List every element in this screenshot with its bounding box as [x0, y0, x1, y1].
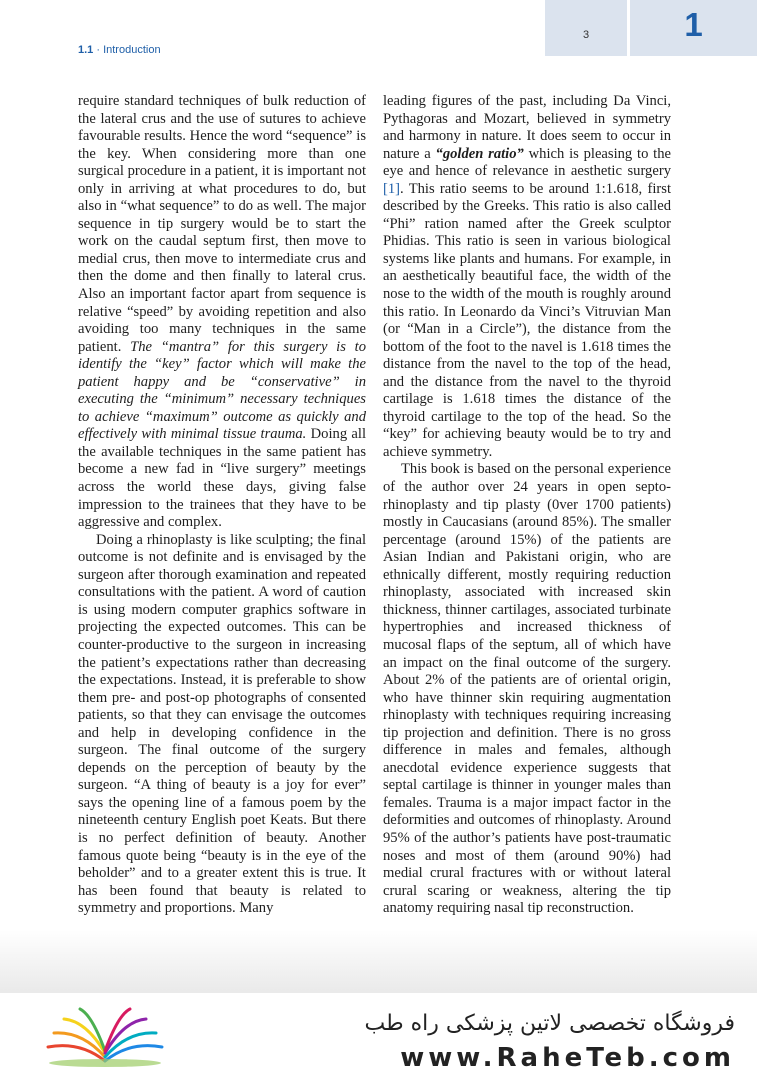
right-p1-text-a: leading figures of the past, including Da Vinci, Pythagoras and Mozart, believed in symmetry and harmony in nature. It does seem to occur in nature a	[383, 93, 671, 162]
section-separator: ·	[93, 44, 104, 56]
page-number-box	[545, 0, 627, 56]
left-column	[78, 93, 366, 918]
shop-url[interactable]: www.RaheTeb.com	[400, 1043, 735, 1073]
chapter-number: 1	[684, 6, 703, 43]
shop-name: فروشگاه تخصصی لاتین پزشکی راه طب	[364, 1011, 735, 1036]
left-p1-text-b: Doing all the available techniques in the same patient has become a new fad in “live surgery” meetings across the world these days, giving false impression to the trainees that they have to be aggressive and complex.	[78, 426, 366, 531]
left-paragraph-2: Doing a rhinoplasty is like sculpting; the final outcome is not definite and is envisaged by the surgeon after thorough examination and repeated consultations with the patient. A word of caution is using modern computer graphics software in projecting the expected outcomes. This can be counter-productive to the surgeon in increasing the patient’s expectations rather than decreasing the expectations. Instead, it is preferable to show them pre- and post-op photographs of consented patients, so that they can envisage the outcomes and help in developing confidence in the surgeon. The final outcome of the surgery depends on the perception of beauty by the surgeon. “A thing of beauty is a joy for ever” says the opening line of a famous poem by the nineteenth century English poet Keats. But there is no perfect definition of beauty. Another famous quote being “beauty is in the eye of the beholder” and to a greater extent this is true. It has been found that beauty is related to symmetry and proportions. Many	[78, 531, 366, 917]
right-p1-text-c: . This ratio seems to be around 1:1.618, first described by the Greeks. This ratio is also called “Phi” ration named after the Greek sculptor Phidias. This ratio is seen in various biological systems like plants and humans. For example, in an aesthetically beautiful face, the width of the nose to the width of the mouth is roughly around this ratio. In Leonardo da Vinci’s Vitruvian Man (or “Man in a Circle”), the distance from the bottom of the foot to the navel is 1.618 times the distance from the navel to the top of the head, and the distance from the navel to the thyroid cartilage is 1.618 times the distance of the thyroid cartilage to the top of the head. So the “key” for achieving beauty would be to try and achieve symmetry.	[383, 180, 671, 460]
right-p1-text-b: which is pleasing to the eye and hence of relevance in aesthetic surgery	[383, 145, 671, 180]
left-p1-text-a: require standard techniques of bulk reduction of the lateral crus and the use of sutures to achieve favourable results. Hence the word “sequence” is the key. When considering more than one surgical procedure in a patient, it is important not only in arriving at what procedures to do, but also in “what sequence” to do as well. The major sequence in tip surgery would be to start the work on the caudal septum first, then move to medial crus, then move to intermediate crus and then the dome and then finally to lateral crus. Also an important factor apart from sequence is relative “speed” by avoiding repetition and also avoiding too many techniques in the same patient.	[78, 93, 366, 355]
left-paragraph-1	[78, 93, 366, 532]
citation-link-1[interactable]: [1]	[383, 180, 401, 197]
right-paragraph-2: This book is based on the personal experience of the author over 24 years in open septo-rhinoplasty and tip plasty (0ver 1700 patients) mostly in Caucasians (around 85%). The smaller percentage (around 15%) of the patients are Asian Indian and Pakistani origin, who are ethnically different, mostly requiring reduction rhinoplasty, associated with increased skin thickness, thinner cartilages, associated turbinate hypertrophies and increased thickness of mucosal flaps of the septum, all of which have an impact on the final outcome of the surgery. About 2% of the patients are of oriental origin, who have thinner skin requiring augmentation rhinoplasty with techniques requiring increasing tip projection and definition. There is no gross difference in males and females, although anecdotal evidence experience suggests that septal cartilage is thinner in younger males than females. Trauma is a major impact factor in the deformities and outcomes of rhinoplasty. Around 95% of the author’s patients have post-traumatic noses and most of them (around 90%) had medial crural fractures with or without lateral crural scaring or weakness, altering the tip anatomy requiring nasal tip reconstruction.	[383, 461, 671, 917]
watermark-footer	[0, 993, 757, 1080]
running-head	[78, 44, 161, 56]
section-title: Introduction	[103, 44, 161, 56]
right-paragraph-1	[383, 93, 671, 461]
right-p1-italic-golden-ratio: “golden ratio”	[435, 145, 524, 162]
page-number: 3	[582, 29, 590, 41]
page-header	[0, 0, 757, 56]
open-book-logo-icon	[40, 1001, 170, 1071]
section-number: 1.1	[78, 44, 94, 56]
left-p1-italic-mantra: The “mantra” for this surgery is to identify the “key” factor which will make the patient happy and be “conservative” in executing the “minimum” necessary techniques to achieve “maximum” outcome as quickly and effectively with minimal tissue trauma.	[78, 338, 366, 443]
footer-fade	[0, 930, 757, 1000]
right-column	[383, 93, 671, 918]
